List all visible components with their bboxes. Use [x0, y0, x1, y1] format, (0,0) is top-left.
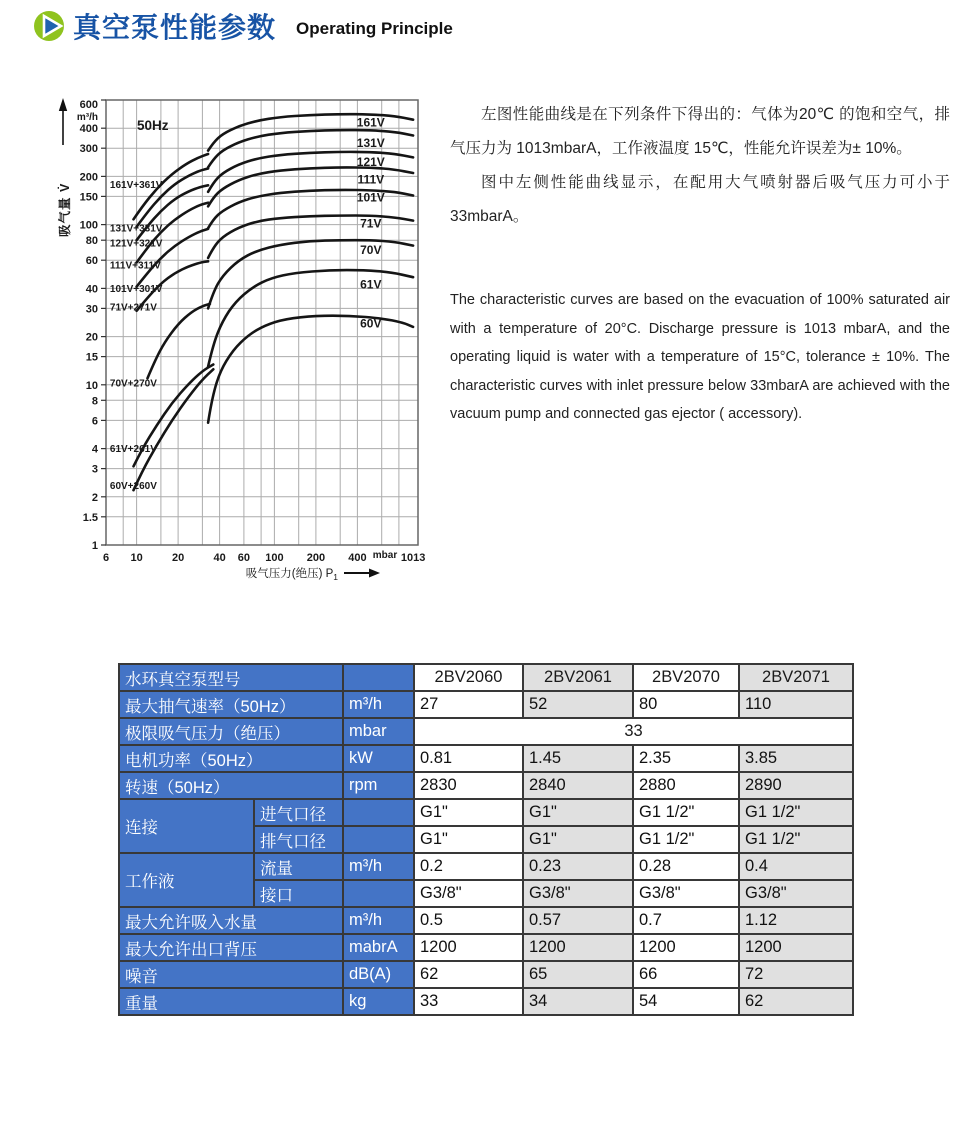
curve-label-111V: 111V [357, 172, 385, 187]
svg-text:m³/h: m³/h [76, 112, 98, 123]
row-unit: mbar [343, 718, 414, 745]
value-cell: G1 1/2" [739, 826, 853, 853]
value-cell: 65 [523, 961, 633, 988]
row-unit: m³/h [343, 853, 414, 880]
row-unit: kg [343, 988, 414, 1015]
value-cell: 110 [739, 691, 853, 718]
svg-text:30: 30 [85, 303, 98, 316]
svg-text:2: 2 [91, 491, 98, 504]
row-label: 最大允许出口背压 [119, 934, 343, 961]
row-label: 电机功率（50Hz） [119, 745, 343, 772]
curve-label-161V+361V: 161V+361V [109, 180, 163, 191]
row-sub-label: 排气口径 [254, 826, 343, 853]
svg-text:3: 3 [91, 463, 98, 476]
row-unit: rpm [343, 772, 414, 799]
value-cell: 3.85 [739, 745, 853, 772]
value-cell: 2840 [523, 772, 633, 799]
svg-text:4: 4 [91, 443, 98, 456]
svg-text:6: 6 [91, 415, 98, 428]
value-cell: 1200 [739, 934, 853, 961]
value-cell: 2880 [633, 772, 739, 799]
curve-label-70V+270V: 70V+270V [109, 378, 157, 390]
play-icon-svg [33, 10, 65, 42]
row-unit: dB(A) [343, 961, 414, 988]
model-header: 2BV2070 [633, 664, 739, 691]
svg-text:10: 10 [130, 552, 143, 564]
curve-label-101V: 101V [356, 190, 385, 205]
svg-text:20: 20 [85, 331, 98, 344]
curve-label-60V+260V: 60V+260V [109, 481, 157, 493]
frequency-annotation: 50Hz [137, 118, 169, 133]
table-title: 水环真空泵型号 [119, 664, 343, 691]
curve-70V+270V [148, 304, 210, 378]
spec-table [118, 663, 854, 1016]
row-unit [343, 880, 414, 907]
svg-text:200: 200 [306, 552, 326, 564]
page-subtitle: Operating Principle [296, 19, 453, 38]
curve-label-161V: 161V [356, 115, 385, 130]
curve-label-70V: 70V [360, 243, 382, 257]
value-cell: 54 [633, 988, 739, 1015]
curve-label-111V+311V: 111V+311V [109, 260, 161, 272]
curve-label-121V+321V: 121V+321V [109, 238, 163, 250]
curve-131V+331V [137, 169, 209, 227]
svg-text:mbar: mbar [372, 550, 398, 561]
row-unit: kW [343, 745, 414, 772]
row-unit [343, 826, 414, 853]
svg-text:400: 400 [79, 123, 98, 136]
curves [134, 114, 414, 490]
description-block [450, 98, 950, 429]
value-cell: 33 [414, 988, 523, 1015]
row-sub-label: 接口 [254, 880, 343, 907]
value-cell: 0.7 [633, 907, 739, 934]
svg-text:8: 8 [91, 395, 98, 408]
value-cell: 1.12 [739, 907, 853, 934]
performance-curve-chart [45, 85, 445, 590]
curve-60V [208, 316, 413, 423]
value-cell: 34 [523, 988, 633, 1015]
value-cell: 0.2 [414, 853, 523, 880]
svg-text:400: 400 [348, 552, 367, 564]
svg-text:1: 1 [91, 540, 98, 552]
svg-text:150: 150 [79, 191, 98, 204]
value-cell: 80 [633, 691, 739, 718]
value-cell: 66 [633, 961, 739, 988]
curve-label-131V+331V: 131V+331V [109, 223, 163, 235]
value-cell: 62 [739, 988, 853, 1015]
svg-text:40: 40 [85, 283, 98, 296]
row-label: 噪音 [119, 961, 343, 988]
chart-svg [45, 85, 445, 590]
value-cell: 1200 [523, 934, 633, 961]
value-cell: G1" [523, 826, 633, 853]
description-zh-line1: 左图性能曲线是在下列条件下得出的：气体为20℃ 的饱和空气，排气压力为 1013mbarA，工作液温度 15℃，性能允许误差为± 10%。 [450, 106, 950, 157]
row-group-label: 工作液 [119, 853, 254, 907]
value-cell: G3/8" [523, 880, 633, 907]
svg-text:40: 40 [213, 552, 226, 564]
row-label: 最大抽气速率（50Hz） [119, 691, 343, 718]
page-header [33, 6, 453, 46]
value-cell: 0.28 [633, 853, 739, 880]
value-cell: G3/8" [414, 880, 523, 907]
value-cell: 62 [414, 961, 523, 988]
value-cell: G1 1/2" [739, 799, 853, 826]
curve-label-71V+271V: 71V+271V [109, 302, 157, 314]
svg-text:1013: 1013 [400, 552, 426, 564]
curve-label-71V: 71V [360, 216, 382, 231]
page-title: 真空泵性能参数 [73, 12, 277, 43]
svg-text:6: 6 [102, 552, 110, 564]
value-cell: G1 1/2" [633, 799, 739, 826]
row-label: 最大允许吸入水量 [119, 907, 343, 934]
row-sub-label: 流量 [254, 853, 343, 880]
unit-header [343, 664, 414, 691]
model-header: 2BV2060 [414, 664, 523, 691]
value-cell: 2.35 [633, 745, 739, 772]
description-zh-line2: 图中左侧性能曲线显示，在配用大气喷射器后吸气压力可小于33mbarA。 [450, 174, 950, 225]
svg-text:60: 60 [85, 255, 98, 268]
curve-label-101V+301V: 101V+301V [109, 283, 163, 295]
row-unit [343, 799, 414, 826]
curve-label-121V: 121V [356, 154, 385, 169]
svg-text:吸气压力(绝压) P1: 吸气压力(绝压) $P_1$ [245, 568, 338, 582]
curve-71V [208, 216, 413, 258]
y-axis-label [57, 98, 72, 237]
svg-text:吸气量 V̇: 吸气量 V̇ [58, 182, 72, 237]
value-cell: G1" [414, 799, 523, 826]
row-label: 转速（50Hz） [119, 772, 343, 799]
value-cell: G1 1/2" [633, 826, 739, 853]
svg-text:1.5: 1.5 [82, 511, 98, 524]
value-cell: G3/8" [633, 880, 739, 907]
curve-label-61V: 61V [360, 277, 382, 292]
row-unit: m³/h [343, 907, 414, 934]
value-cell: 0.23 [523, 853, 633, 880]
description-en: The characteristic curves are based on the evacuation of 100% saturated air with a temperature of 20°C. Discharge pressure is 1013 mbarA, and the operating liquid is water with a temperature of 15°C, tolerance ± 10%. The characteristic curves with inlet pressure below 33mbarA are achieved with the vacuum pump and connected gas ejector ( accessory). [450, 292, 950, 422]
x-axis-ticks [103, 550, 425, 564]
svg-text:300: 300 [79, 143, 98, 156]
merged-value: 33 [414, 718, 853, 745]
svg-text:20: 20 [171, 552, 185, 564]
svg-text:600: 600 [79, 99, 98, 111]
row-group-label: 连接 [119, 799, 254, 853]
value-cell: 1200 [414, 934, 523, 961]
svg-text:100: 100 [79, 219, 98, 232]
value-cell: 2890 [739, 772, 853, 799]
value-cell: 1200 [633, 934, 739, 961]
row-label: 极限吸气压力（绝压） [119, 718, 343, 745]
curve-label-131V: 131V [356, 135, 385, 150]
value-cell: 27 [414, 691, 523, 718]
row-unit: mabrA [343, 934, 414, 961]
curve-label-61V+261V: 61V+261V [109, 444, 157, 456]
x-axis-label [246, 566, 380, 582]
model-header: 2BV2071 [739, 664, 853, 691]
value-cell: G1" [414, 826, 523, 853]
value-cell: 0.81 [414, 745, 523, 772]
row-unit: m³/h [343, 691, 414, 718]
value-cell: 0.4 [739, 853, 853, 880]
value-cell: 72 [739, 961, 853, 988]
svg-text:15: 15 [85, 351, 98, 364]
value-cell: 52 [523, 691, 633, 718]
value-cell: 1.45 [523, 745, 633, 772]
svg-text:100: 100 [265, 552, 284, 564]
value-cell: 2830 [414, 772, 523, 799]
svg-text:80: 80 [85, 235, 98, 248]
row-label: 重量 [119, 988, 343, 1015]
curve-label-60V: 60V [360, 316, 382, 331]
value-cell: G1" [523, 799, 633, 826]
value-cell: 0.5 [414, 907, 523, 934]
value-cell: G3/8" [739, 880, 853, 907]
model-header: 2BV2061 [523, 664, 633, 691]
row-sub-label: 进气口径 [254, 799, 343, 826]
value-cell: 0.57 [523, 907, 633, 934]
svg-text:10: 10 [85, 379, 98, 392]
play-icon [33, 10, 65, 42]
y-axis-ticks [77, 99, 106, 552]
svg-text:200: 200 [79, 171, 98, 184]
svg-text:60: 60 [237, 552, 251, 564]
